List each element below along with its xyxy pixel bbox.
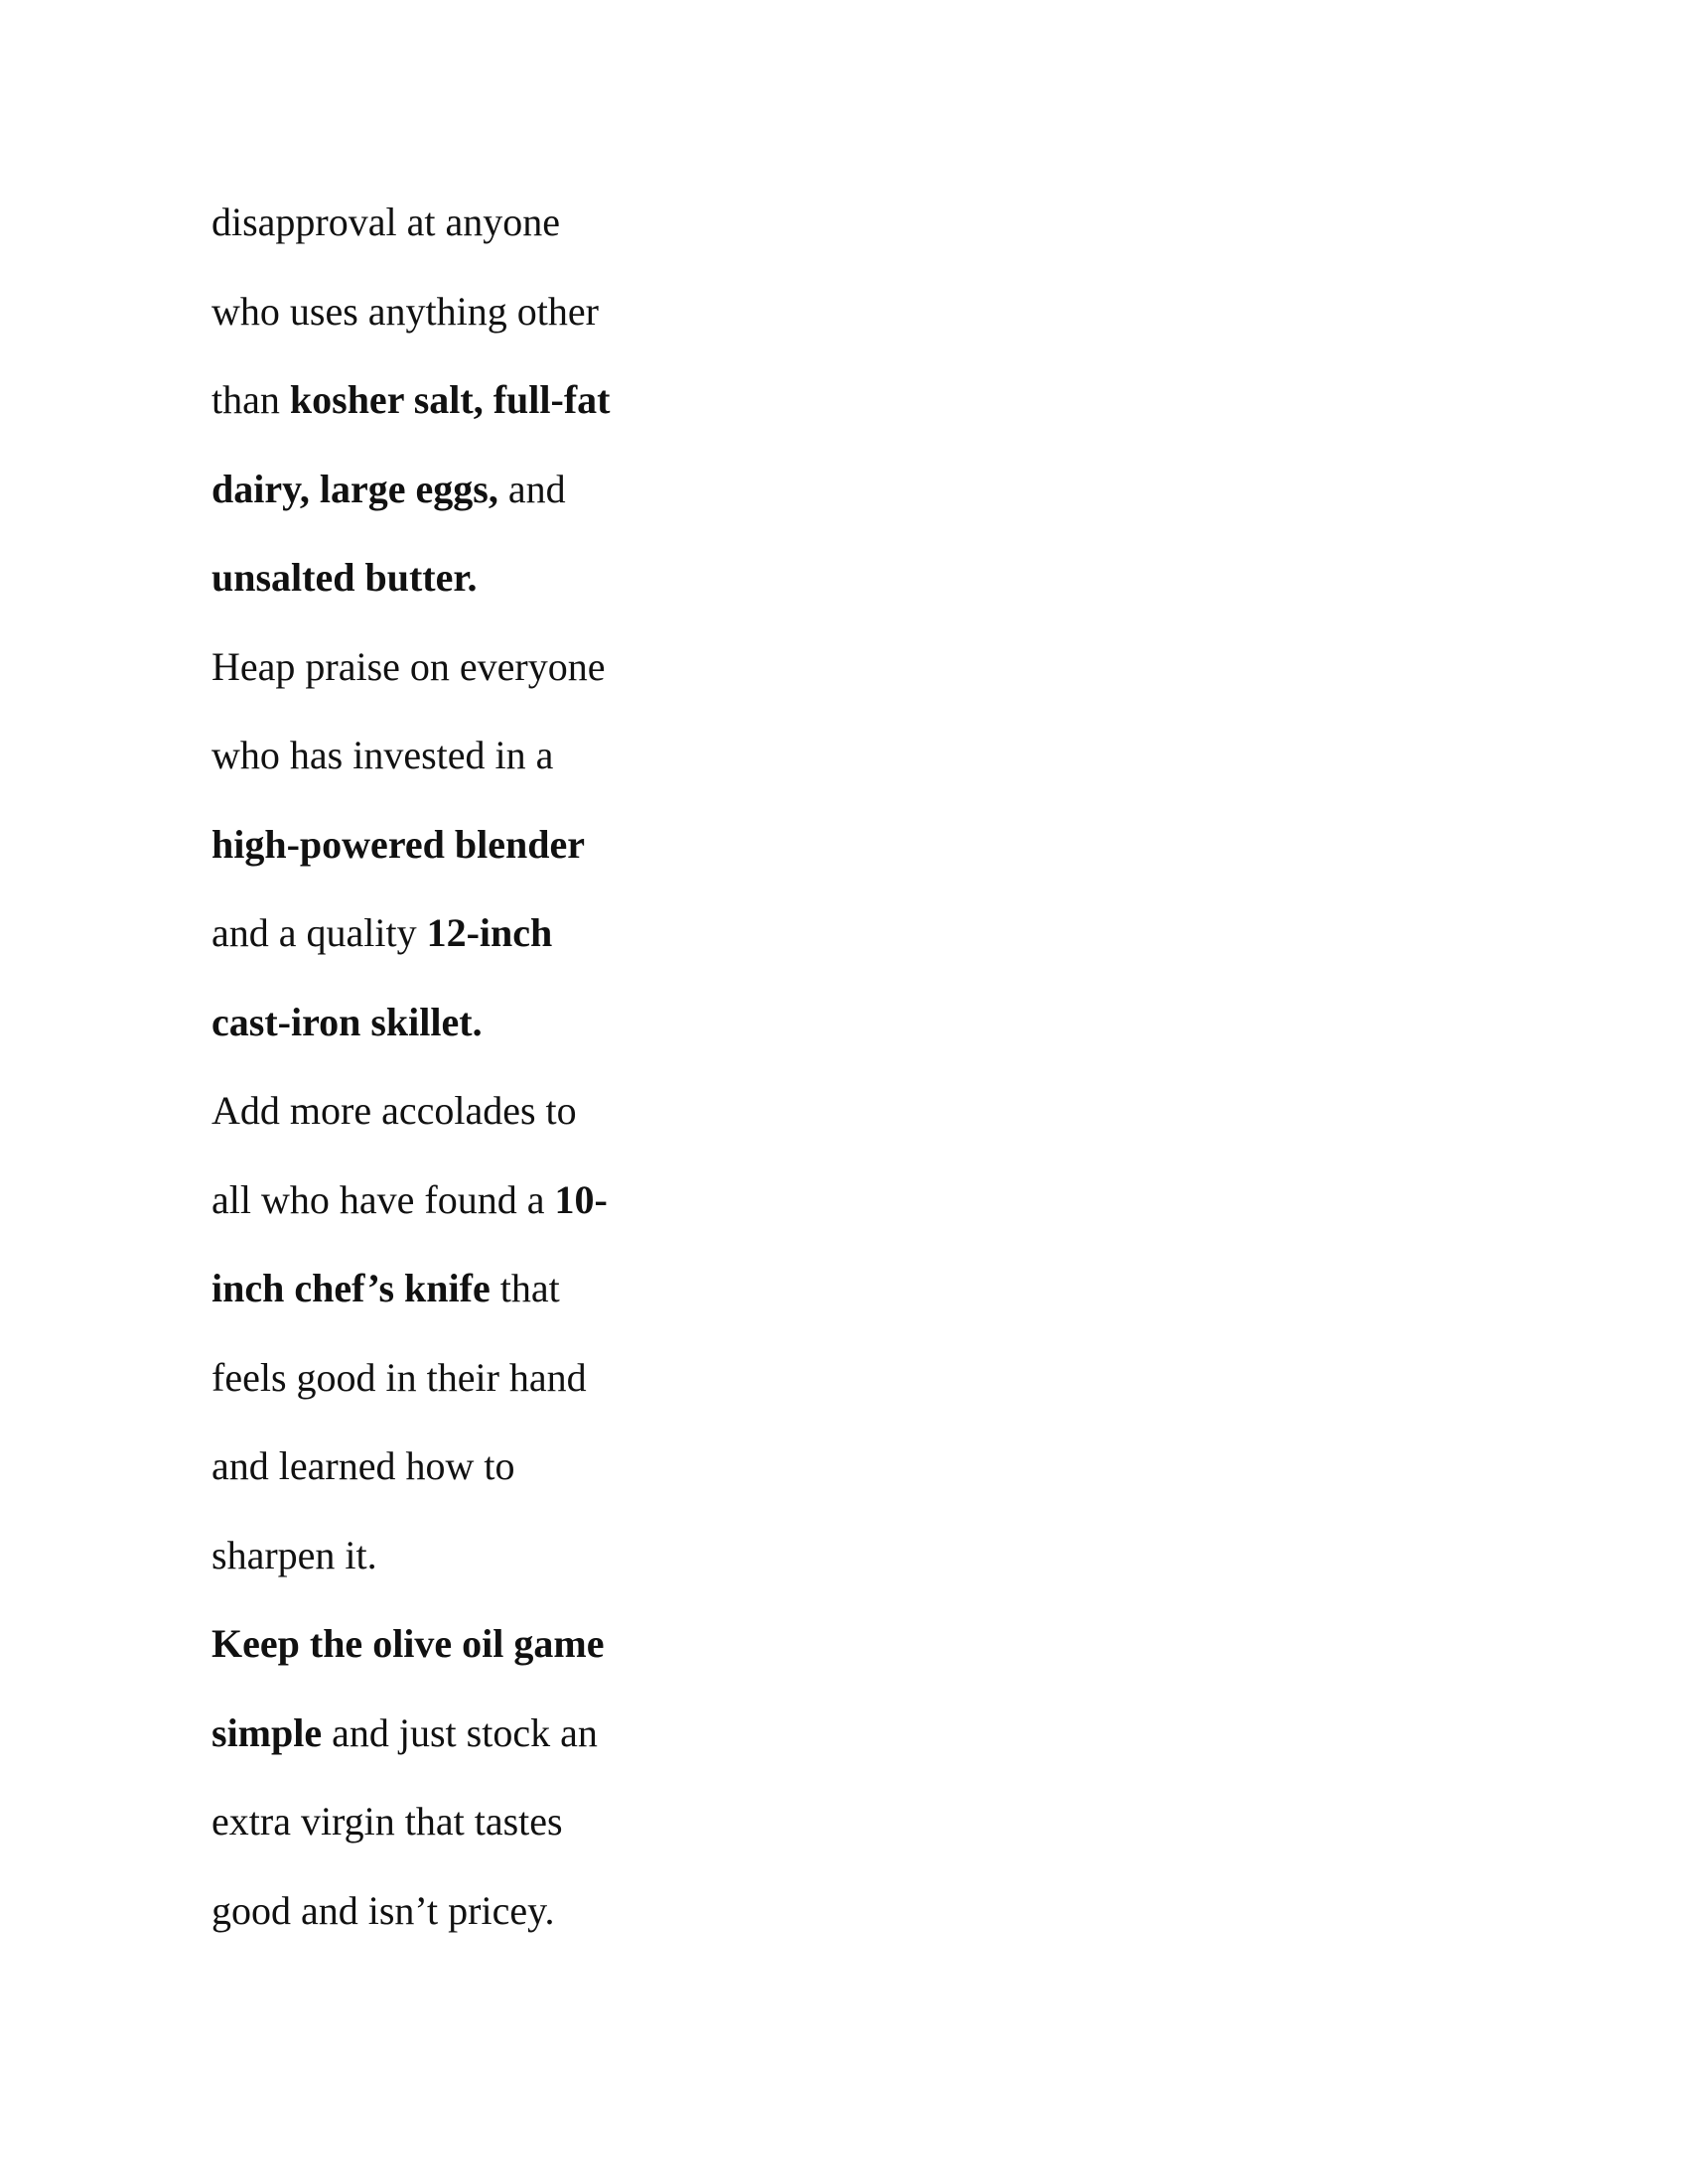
text-run: and xyxy=(497,466,566,511)
text-line xyxy=(211,548,728,637)
text-run: sharpen it. xyxy=(211,1532,377,1577)
text-line xyxy=(211,1792,728,1881)
text-run: feels good in their hand xyxy=(211,1354,587,1400)
text-line xyxy=(211,282,728,371)
text-run: and learned how to xyxy=(211,1443,515,1488)
bold-text-run: 12-inch xyxy=(426,910,553,955)
text-run: that xyxy=(490,1266,560,1310)
text-line xyxy=(211,193,728,282)
text-line xyxy=(211,993,728,1082)
text-run: disapproval at anyone xyxy=(211,200,560,244)
text-line xyxy=(211,1704,728,1793)
bold-text-run: cast-iron skillet. xyxy=(211,999,483,1044)
text-run: all who have found a xyxy=(211,1176,555,1222)
text-run: extra virgin that tastes xyxy=(211,1799,563,1843)
text-line xyxy=(211,726,728,815)
text-line xyxy=(211,1081,728,1170)
text-line xyxy=(211,815,728,904)
text-line xyxy=(211,1526,728,1615)
bold-text-run: dairy, large eggs, xyxy=(211,466,498,511)
bold-text-run: simple xyxy=(211,1709,323,1755)
text-line xyxy=(211,370,728,460)
text-line xyxy=(211,637,728,727)
bold-text-run: 10- xyxy=(554,1176,608,1222)
text-run: than xyxy=(211,377,290,422)
text-run: and just stock an xyxy=(322,1709,598,1755)
text-line xyxy=(211,1881,728,1971)
text-line xyxy=(211,1436,728,1526)
text-line xyxy=(211,1170,728,1260)
text-line xyxy=(211,460,728,549)
text-run: Add more accolades to xyxy=(211,1088,577,1133)
text-line xyxy=(211,1348,728,1437)
bold-text-run: inch chef’s knife xyxy=(211,1266,491,1310)
text-run: who has invested in a xyxy=(211,733,554,777)
text-run: Heap praise on everyone xyxy=(211,643,606,689)
body-text xyxy=(211,193,728,1970)
text-run: good and isn’t pricey. xyxy=(211,1887,555,1933)
text-run: who uses anything other xyxy=(211,288,599,334)
text-line xyxy=(211,1614,728,1704)
text-line xyxy=(211,1259,728,1348)
bold-text-run: unsalted butter. xyxy=(211,555,478,600)
bold-text-run: Keep the olive oil game xyxy=(211,1621,605,1666)
bold-text-run: high-powered blender xyxy=(211,821,585,867)
bold-text-run: kosher salt, full-fat xyxy=(289,377,611,422)
text-run: and a quality xyxy=(211,910,427,955)
text-line xyxy=(211,903,728,993)
